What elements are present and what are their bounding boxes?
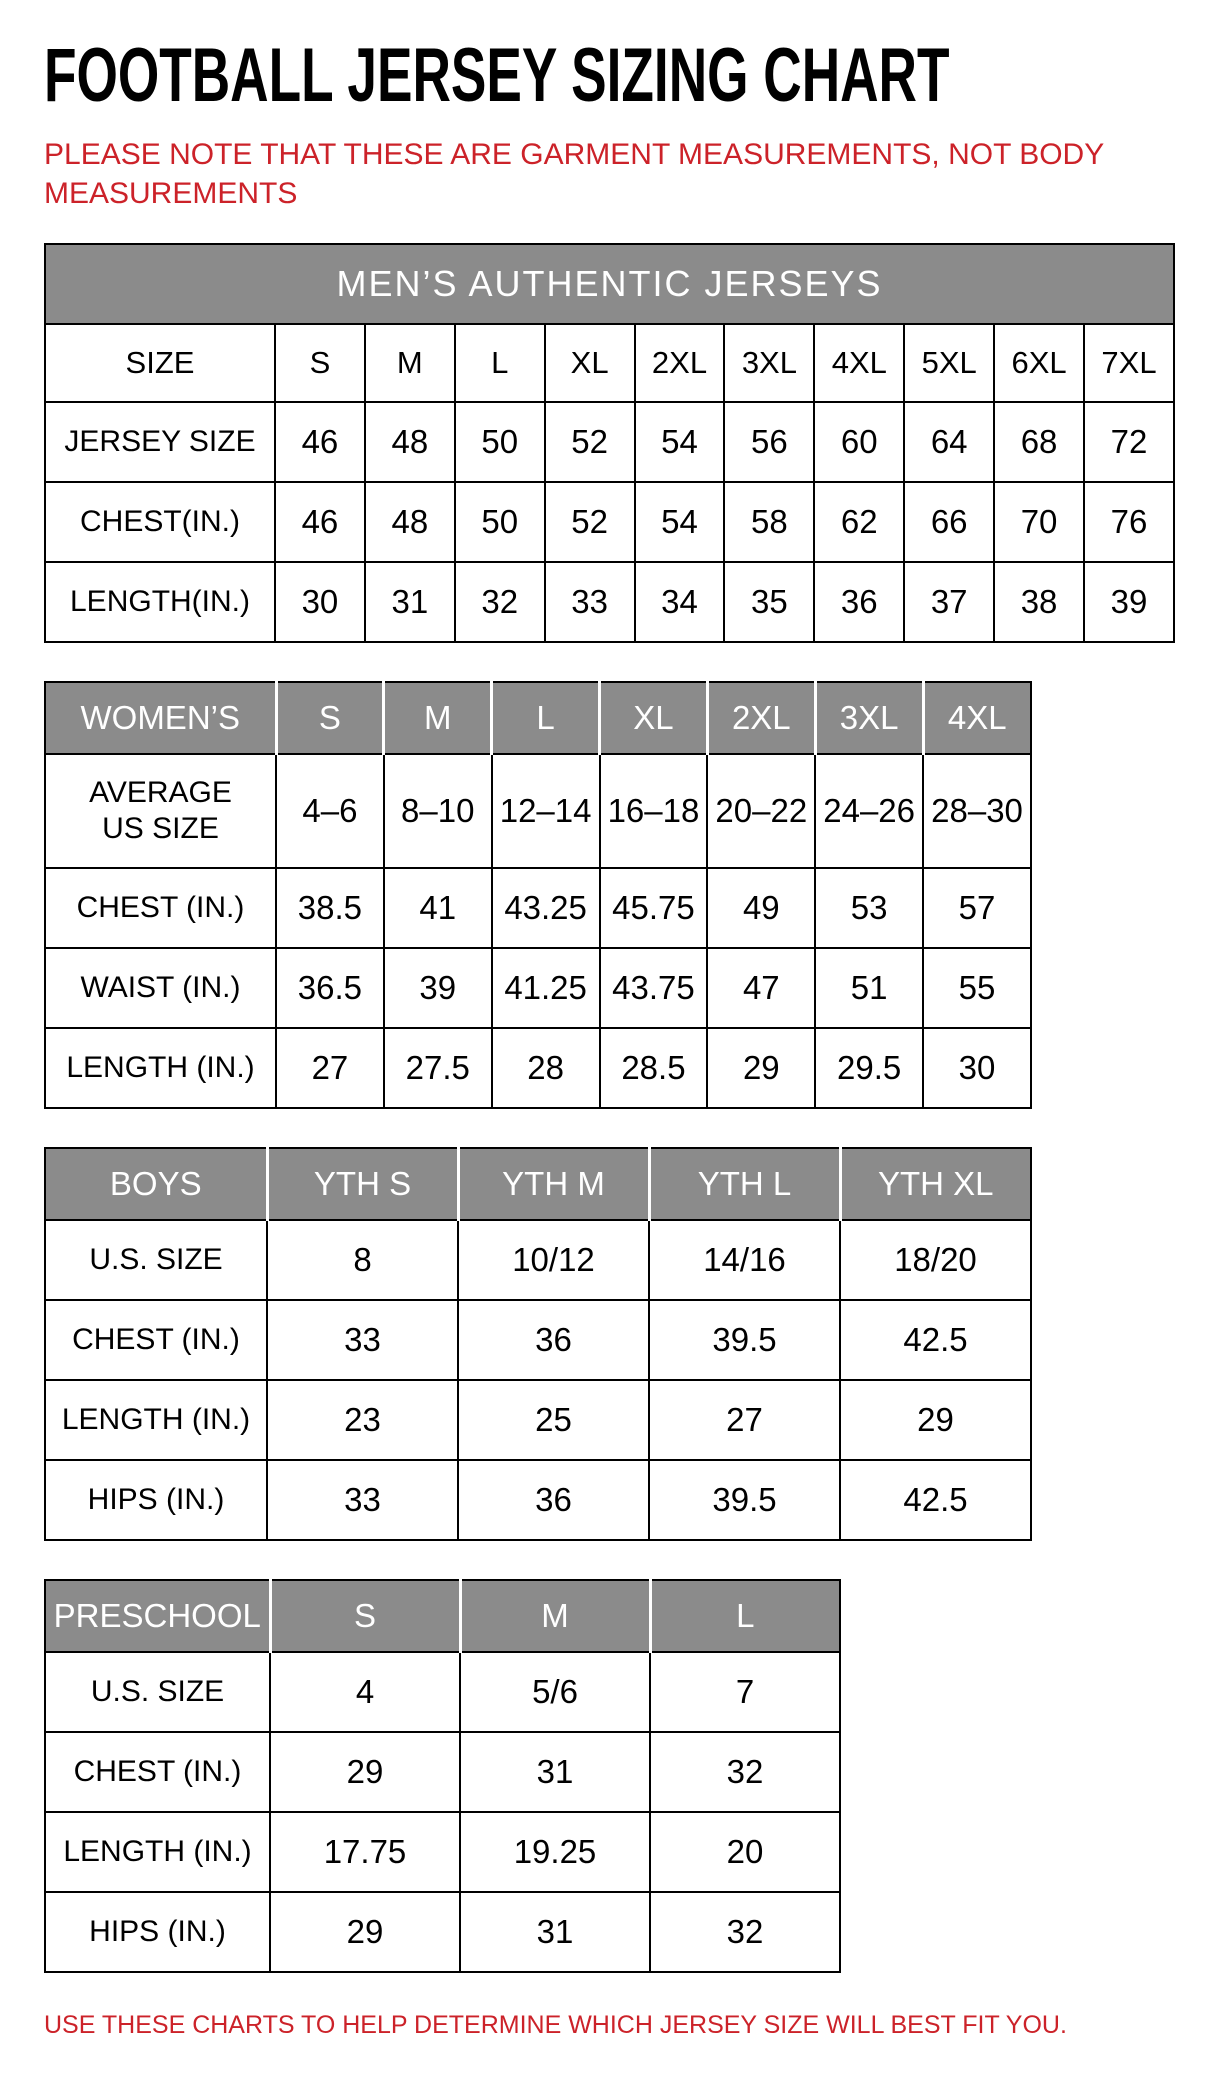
- boys-row-label-1: CHEST (IN.): [45, 1300, 267, 1380]
- preschool-sizing-table: [44, 1579, 841, 1973]
- boys-cell-0-3: 18/20: [840, 1220, 1031, 1300]
- womens-header-1: S: [276, 682, 384, 754]
- mens-header-3: L: [455, 324, 545, 402]
- womens-cell-3-5: 29.5: [815, 1028, 923, 1108]
- mens-cell-2-5: 35: [724, 562, 814, 642]
- preschool-row-3: [45, 1892, 840, 1972]
- womens-cell-2-6: 55: [923, 948, 1031, 1028]
- boys-cell-0-1: 10/12: [458, 1220, 649, 1300]
- boys-cell-2-0: 23: [267, 1380, 458, 1460]
- page-title: FOOTBALL JERSEY SIZING CHART: [44, 33, 950, 118]
- mens-banner: MEN’S AUTHENTIC JERSEYS: [45, 244, 1174, 324]
- womens-cell-1-4: 49: [707, 868, 815, 948]
- womens-cell-0-4: 20–22: [707, 754, 815, 868]
- womens-row-label-2: WAIST (IN.): [45, 948, 276, 1028]
- boys-row-0: [45, 1220, 1031, 1300]
- womens-cell-1-6: 57: [923, 868, 1031, 948]
- womens-cell-2-0: 36.5: [276, 948, 384, 1028]
- mens-header-10: 7XL: [1084, 324, 1174, 402]
- mens-cell-0-9: 72: [1084, 402, 1174, 482]
- womens-cell-3-4: 29: [707, 1028, 815, 1108]
- womens-cell-2-2: 41.25: [492, 948, 600, 1028]
- mens-header-4: XL: [545, 324, 635, 402]
- boys-header-0: BOYS: [45, 1148, 267, 1220]
- boys-row-2: [45, 1380, 1031, 1460]
- mens-cell-2-8: 38: [994, 562, 1084, 642]
- mens-cell-2-2: 32: [455, 562, 545, 642]
- womens-header-2: M: [384, 682, 492, 754]
- mens-cell-0-4: 54: [635, 402, 725, 482]
- womens-header-0: WOMEN’S: [45, 682, 276, 754]
- boys-cell-3-0: 33: [267, 1460, 458, 1540]
- preschool-cell-3-1: 31: [460, 1892, 650, 1972]
- preschool-header-3: L: [650, 1580, 840, 1652]
- boys-cell-1-0: 33: [267, 1300, 458, 1380]
- boys-row-label-0: U.S. SIZE: [45, 1220, 267, 1300]
- womens-row-3: [45, 1028, 1031, 1108]
- boys-cell-0-2: 14/16: [649, 1220, 840, 1300]
- boys-cell-3-1: 36: [458, 1460, 649, 1540]
- mens-cell-2-0: 30: [275, 562, 365, 642]
- preschool-cell-2-0: 17.75: [270, 1812, 460, 1892]
- preschool-cell-3-2: 32: [650, 1892, 840, 1972]
- mens-cell-0-3: 52: [545, 402, 635, 482]
- preschool-row-label-3: HIPS (IN.): [45, 1892, 270, 1972]
- footer-note: USE THESE CHARTS TO HELP DETERMINE WHICH JERSEY SIZE WILL BEST FIT YOU.: [44, 2011, 1067, 2039]
- womens-cell-3-1: 27.5: [384, 1028, 492, 1108]
- womens-cell-0-0: 4–6: [276, 754, 384, 868]
- womens-cell-0-5: 24–26: [815, 754, 923, 868]
- womens-sizing-table: [44, 681, 1032, 1109]
- mens-cell-2-4: 34: [635, 562, 725, 642]
- boys-header-row: [45, 1148, 1031, 1220]
- mens-header-2: M: [365, 324, 455, 402]
- preschool-row-label-2: LENGTH (IN.): [45, 1812, 270, 1892]
- womens-row-2: [45, 948, 1031, 1028]
- mens-row-label-0: JERSEY SIZE: [45, 402, 275, 482]
- mens-header-8: 5XL: [904, 324, 994, 402]
- boys-cell-2-1: 25: [458, 1380, 649, 1460]
- mens-cell-1-1: 48: [365, 482, 455, 562]
- boys-sizing-table: [44, 1147, 1032, 1541]
- preschool-cell-0-1: 5/6: [460, 1652, 650, 1732]
- boys-cell-2-2: 27: [649, 1380, 840, 1460]
- womens-cell-1-2: 43.25: [492, 868, 600, 948]
- mens-cell-0-0: 46: [275, 402, 365, 482]
- mens-cell-0-8: 68: [994, 402, 1084, 482]
- womens-cell-1-1: 41: [384, 868, 492, 948]
- womens-header-row: [45, 682, 1031, 754]
- boys-row-3: [45, 1460, 1031, 1540]
- preschool-cell-1-1: 31: [460, 1732, 650, 1812]
- preschool-cell-2-1: 19.25: [460, 1812, 650, 1892]
- mens-cell-1-2: 50: [455, 482, 545, 562]
- womens-cell-2-3: 43.75: [600, 948, 708, 1028]
- boys-row-1: [45, 1300, 1031, 1380]
- preschool-header-row: [45, 1580, 840, 1652]
- boys-header-1: YTH S: [267, 1148, 458, 1220]
- womens-cell-3-6: 30: [923, 1028, 1031, 1108]
- womens-row-1: [45, 868, 1031, 948]
- mens-cell-1-4: 54: [635, 482, 725, 562]
- mens-header-1: S: [275, 324, 365, 402]
- preschool-header-2: M: [460, 1580, 650, 1652]
- preschool-cell-3-0: 29: [270, 1892, 460, 1972]
- preschool-row-0: [45, 1652, 840, 1732]
- preschool-header-0: PRESCHOOL: [45, 1580, 270, 1652]
- womens-cell-0-1: 8–10: [384, 754, 492, 868]
- preschool-cell-2-2: 20: [650, 1812, 840, 1892]
- boys-cell-1-3: 42.5: [840, 1300, 1031, 1380]
- mens-cell-2-7: 37: [904, 562, 994, 642]
- garment-measurements-note: PLEASE NOTE THAT THESE ARE GARMENT MEASUREMENTS, NOT BODY MEASUREMENTS: [44, 138, 1104, 210]
- mens-authentic-jerseys-table: [44, 243, 1175, 643]
- boys-header-4: YTH XL: [840, 1148, 1031, 1220]
- womens-cell-1-3: 45.75: [600, 868, 708, 948]
- boys-cell-0-0: 8: [267, 1220, 458, 1300]
- mens-header-5: 2XL: [635, 324, 725, 402]
- mens-cell-2-9: 39: [1084, 562, 1174, 642]
- womens-cell-2-4: 47: [707, 948, 815, 1028]
- womens-cell-2-1: 39: [384, 948, 492, 1028]
- preschool-cell-1-2: 32: [650, 1732, 840, 1812]
- mens-header-row: [45, 324, 1174, 402]
- mens-cell-1-5: 58: [724, 482, 814, 562]
- womens-cell-3-0: 27: [276, 1028, 384, 1108]
- womens-cell-1-5: 53: [815, 868, 923, 948]
- womens-row-label-3: LENGTH (IN.): [45, 1028, 276, 1108]
- mens-cell-1-6: 62: [814, 482, 904, 562]
- preschool-cell-1-0: 29: [270, 1732, 460, 1812]
- mens-cell-0-7: 64: [904, 402, 994, 482]
- mens-cell-1-9: 76: [1084, 482, 1174, 562]
- preschool-row-2: [45, 1812, 840, 1892]
- mens-cell-1-0: 46: [275, 482, 365, 562]
- mens-banner-row: [45, 244, 1174, 324]
- womens-header-4: XL: [600, 682, 708, 754]
- womens-header-5: 2XL: [707, 682, 815, 754]
- mens-row-1: [45, 482, 1174, 562]
- boys-header-3: YTH L: [649, 1148, 840, 1220]
- boys-header-2: YTH M: [458, 1148, 649, 1220]
- boys-cell-3-2: 39.5: [649, 1460, 840, 1540]
- boys-cell-1-1: 36: [458, 1300, 649, 1380]
- mens-row-2: [45, 562, 1174, 642]
- mens-cell-0-2: 50: [455, 402, 545, 482]
- mens-header-7: 4XL: [814, 324, 904, 402]
- preschool-row-1: [45, 1732, 840, 1812]
- mens-cell-2-3: 33: [545, 562, 635, 642]
- boys-cell-3-3: 42.5: [840, 1460, 1031, 1540]
- preschool-header-1: S: [270, 1580, 460, 1652]
- mens-cell-2-1: 31: [365, 562, 455, 642]
- mens-row-label-2: LENGTH(IN.): [45, 562, 275, 642]
- womens-row-label-0: AVERAGE US SIZE: [45, 754, 276, 868]
- mens-header-9: 6XL: [994, 324, 1084, 402]
- womens-row-0: [45, 754, 1031, 868]
- mens-cell-1-8: 70: [994, 482, 1084, 562]
- mens-row-label-1: CHEST(IN.): [45, 482, 275, 562]
- mens-header-0: SIZE: [45, 324, 275, 402]
- womens-header-7: 4XL: [923, 682, 1031, 754]
- preschool-row-label-0: U.S. SIZE: [45, 1652, 270, 1732]
- womens-cell-3-2: 28: [492, 1028, 600, 1108]
- womens-header-3: L: [492, 682, 600, 754]
- womens-cell-3-3: 28.5: [600, 1028, 708, 1108]
- womens-header-6: 3XL: [815, 682, 923, 754]
- mens-row-0: [45, 402, 1174, 482]
- mens-header-6: 3XL: [724, 324, 814, 402]
- womens-cell-0-2: 12–14: [492, 754, 600, 868]
- womens-cell-0-6: 28–30: [923, 754, 1031, 868]
- mens-cell-0-5: 56: [724, 402, 814, 482]
- womens-cell-0-3: 16–18: [600, 754, 708, 868]
- womens-row-label-1: CHEST (IN.): [45, 868, 276, 948]
- womens-cell-2-5: 51: [815, 948, 923, 1028]
- mens-cell-1-3: 52: [545, 482, 635, 562]
- mens-cell-0-1: 48: [365, 402, 455, 482]
- boys-row-label-2: LENGTH (IN.): [45, 1380, 267, 1460]
- preschool-row-label-1: CHEST (IN.): [45, 1732, 270, 1812]
- boys-cell-1-2: 39.5: [649, 1300, 840, 1380]
- preschool-cell-0-0: 4: [270, 1652, 460, 1732]
- womens-cell-1-0: 38.5: [276, 868, 384, 948]
- mens-cell-0-6: 60: [814, 402, 904, 482]
- mens-cell-2-6: 36: [814, 562, 904, 642]
- mens-cell-1-7: 66: [904, 482, 994, 562]
- boys-cell-2-3: 29: [840, 1380, 1031, 1460]
- boys-row-label-3: HIPS (IN.): [45, 1460, 267, 1540]
- preschool-cell-0-2: 7: [650, 1652, 840, 1732]
